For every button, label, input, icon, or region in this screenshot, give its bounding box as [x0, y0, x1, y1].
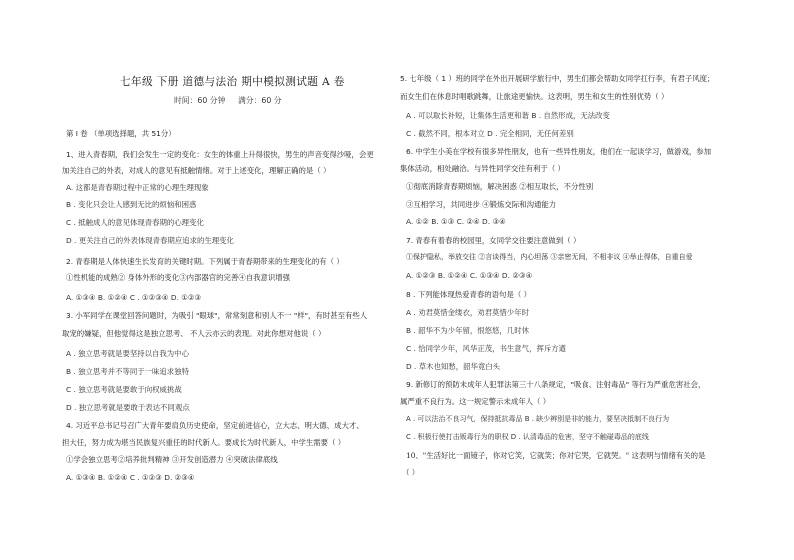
q3-option-a: A . 独立思考就是要坚持以自我为中心: [66, 349, 189, 358]
q1-line2: 加关注自己的外表，对成人的意见有抵触情绪。对于上述变化，理解正确的是（ ）: [62, 166, 331, 175]
q5-line1: 5. 七年级（ 1 ）班的同学在外出开展研学旅行中，男生们都会帮助女同学扛行李，有君子风度；: [400, 74, 715, 83]
q4-line1: 4. 习近平总书记号召广大青年要肩负历史使命，坚定前进信心，立大志、明大德、成大才、: [66, 421, 364, 430]
q6-line1: 6. 中学生小美在学校有很多异性朋友，也有一些异性朋友，他们在一起谈学习，做游戏，参加: [406, 147, 712, 156]
q2-line1: 2. 青春期是人体快速生长发育的关键时期。下列属于青春期带来的生理变化的有（ ）: [66, 257, 344, 266]
q9-line2: 属严重不良行为。这一规定警示未成年人（ ）: [400, 397, 551, 406]
q8-option-a: A . 劝君莫惜金缕衣，劝君莫惜少年时: [406, 308, 529, 317]
q3-option-d: D . 独立思考就是要敢于表达不同观点: [66, 403, 190, 412]
q6-options: A. ①② B. ①③ C. ②④ D. ③④: [406, 217, 506, 226]
q5-options-cd: C . 截然不同，根本对立 D . 完全相同，无任何差别: [406, 129, 574, 138]
q7-options: A. ①②③ B. ①②④ C. ①③④ D. ②③④: [406, 271, 533, 280]
q4-line3: ①学会独立思考②培养批判精神 ③开发创造潜力 ④突破法律底线: [66, 455, 278, 464]
q7-line1: 7. 青春有着春的校园里，女同学交往要注意做到（ ）: [406, 236, 581, 245]
q4-line2: 担大任，努力成为堪当民族复兴重任的时代新人。要成长为时代新人，中学生需要（ ）: [62, 438, 346, 447]
q3-line1: 3. 小军同学在课堂回答问题时，为吸引 "眼球"，常常刻意和别人不一 "样"，有时甚至有些人: [66, 311, 368, 320]
q6-statements-1: ①彻底消除青春期烦恼，解决困惑 ②相互取长，不分性别: [406, 182, 594, 191]
q1-option-b: B . 变化只会让人感到无比的烦恼和困惑: [66, 200, 197, 209]
q8-option-c: C . 恰同学少年，风华正茂，书生意气，挥斥方遒: [406, 344, 567, 353]
q1-line1: 1、进入青春期，我们会发生一定的变化：女生的体重上升得很快，男生的声音变得沙哑，会更: [66, 150, 374, 159]
q10-line2: （ ）: [402, 468, 420, 477]
q5-options-ab: A . 可以取长补短，让集体生活更和谐 B . 自然形成，无法改变: [406, 111, 610, 120]
q9-options-ab: A . 可以法治不良习气，保持抵抗毒品 B . 缺少辨别是非的能力，要坚决抵制不良行为: [406, 415, 670, 423]
q1-option-d: D . 更关注自己的外表体现青春期应追求的生理变化: [66, 236, 234, 245]
q1-option-a: A. 这都是青春期过程中正常的心理生理现象: [66, 183, 209, 192]
q6-statements-2: ③互相学习，共同进步 ④锻炼交际和沟通能力: [406, 200, 557, 209]
q3-option-c: C . 独立思考就是要敢于向权威挑战: [66, 385, 182, 394]
q9-line1: 9. 新修订的预防未成年人犯罪法第三十八条规定，"吸食、注射毒品" 等行为严重危害社会，: [406, 380, 706, 389]
q2-options: A. ①③④ B. ①②④ C . ①②③④ D. ①②③: [66, 293, 202, 302]
exam-time: 时间：60 分钟: [174, 96, 226, 105]
q9-options-cd: C . 积极行使打击贩毒行为的职权 D . 认清毒品的危害，坚守不触碰毒品的底线: [406, 433, 649, 441]
q8-line1: 8 . 下列能体现热爱青春的语句是（ ）: [406, 290, 531, 299]
q4-options: A. ①③④ B. ①②④ C . ①②③ D. ②③④: [66, 473, 195, 482]
q3-line2: 取宠的嫌疑，但他觉得这是独立思考、 不人云亦云的表现。对此你想对他说（ ）: [62, 329, 326, 338]
q10-line1: 10、"生活好比一面镜子，你对它笑，它就笑；你对它哭，它就哭。" 这表明与情绪有关的是: [406, 451, 706, 460]
exam-score: 满分：60 分: [238, 96, 282, 105]
q2-line2: ①性机能的成熟② 身体外形的变化③内部器官的完善④自我意识增强: [66, 273, 291, 282]
q8-option-b: B . 韶华不为少年留，恨悠悠，几时休: [406, 326, 529, 335]
q1-option-c: C . 抵触成人的意见体现青春期的心理变化: [66, 218, 204, 227]
exam-title: 七年级 下册 道德与法治 期中模拟测试题 A 卷: [120, 76, 345, 88]
q8-option-d: D . 草木也知愁，韶华竟白头: [406, 362, 501, 371]
q5-line2: 而女生们在休息时唱歌跳舞，让旅途更愉快。这表明，男生和女生的性别优势（ ）: [400, 92, 669, 101]
q7-statements: ①保护隐私，举放交往 ②言谈得当，内心坦荡 ③亲密无间，不相非议 ④举止得体，自重自爱: [406, 253, 693, 261]
section-heading: 第 I 卷 （单项选择题，共 51分）: [66, 129, 176, 138]
q6-line2: 集体活动，相处融洽。与异性同学交往有利于（ ）: [400, 164, 565, 173]
q3-option-b: B . 独立思考并不等同于一味追求独特: [66, 367, 189, 376]
